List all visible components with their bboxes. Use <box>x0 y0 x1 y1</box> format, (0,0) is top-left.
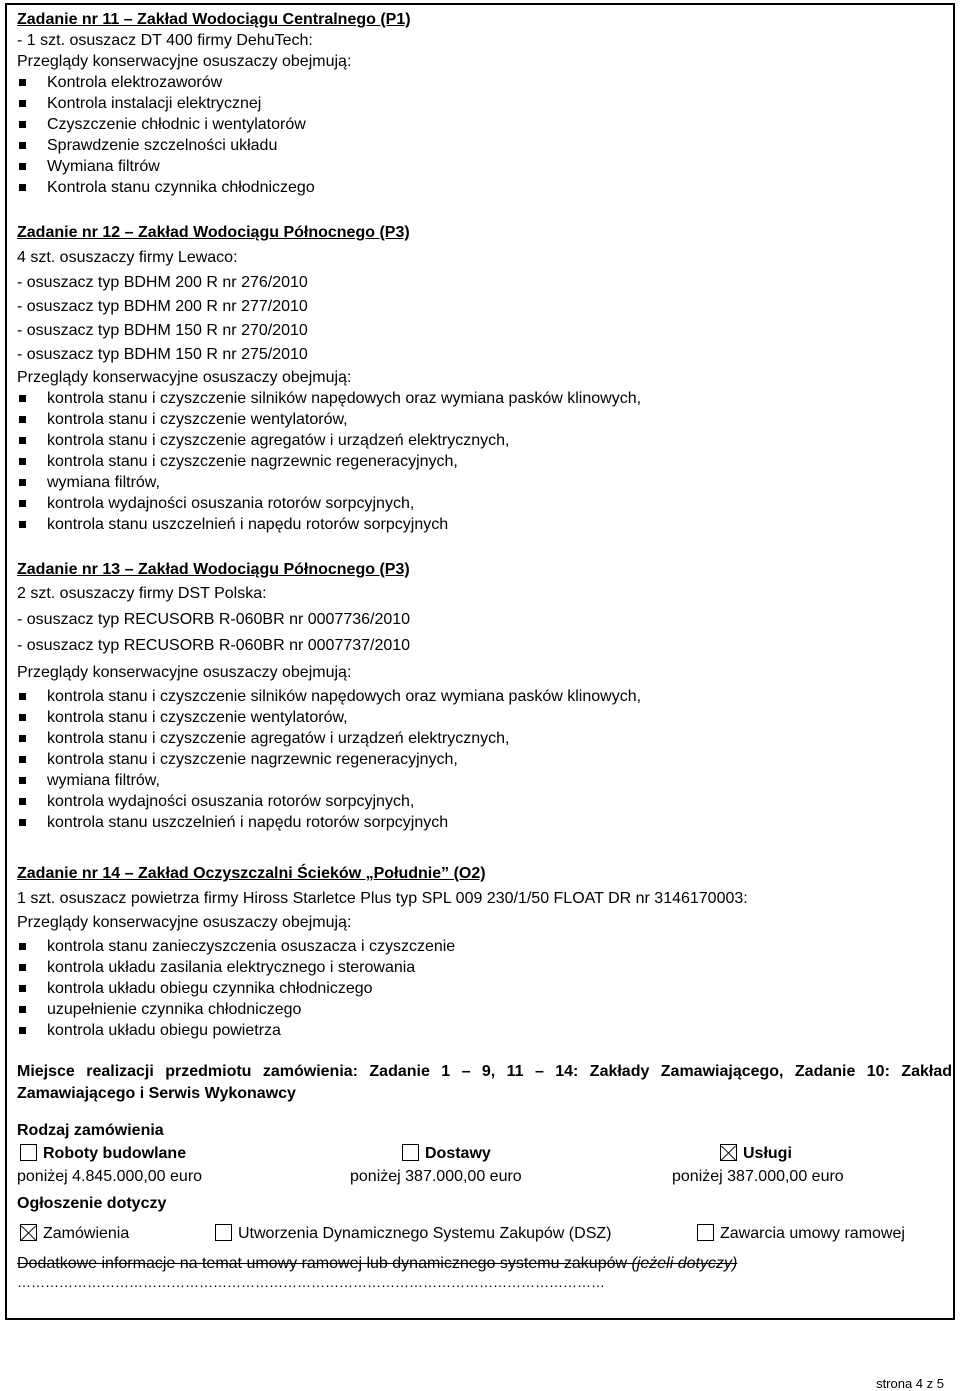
document-content <box>17 5 952 1290</box>
list-item: Czyszczenie chłodnic i wentylatorów <box>17 114 952 135</box>
square-bullet-icon <box>19 437 26 444</box>
list-item: kontrola stanu uszczelnień i napędu rotorów sorpcyjnych <box>17 812 952 833</box>
rodzaj-options <box>17 1142 952 1165</box>
square-bullet-icon <box>19 479 26 486</box>
square-bullet-icon <box>19 1006 26 1013</box>
z13-list <box>17 686 952 833</box>
list-item: kontrola stanu i czyszczenie silników napędowych oraz wymiana pasków klinowych, <box>17 388 952 409</box>
option-roboty[interactable]: Roboty budowlane <box>20 1142 186 1165</box>
document-frame <box>5 3 955 1320</box>
rodzaj-title: Rodzaj zamówienia <box>17 1122 164 1139</box>
square-bullet-icon <box>19 756 26 763</box>
list-item: kontrola układu zasilania elektrycznego i sterowania <box>17 957 952 978</box>
list-item: wymiana filtrów, <box>17 472 952 493</box>
list-item: kontrola stanu i czyszczenie nagrzewnic regeneracyjnych, <box>17 451 952 472</box>
list-item: Sprawdzenie szczelności układu <box>17 135 952 156</box>
z14-intro: Przeglądy konserwacyjne osuszaczy obejmują: <box>17 914 352 931</box>
list-item: uzupełnienie czynnika chłodniczego <box>17 999 952 1020</box>
z11-line1: - 1 szt. osuszacz DT 400 firmy DehuTech: <box>17 32 313 49</box>
checkbox-checked-icon[interactable] <box>720 1144 737 1161</box>
z14-list <box>17 936 952 1041</box>
square-bullet-icon <box>19 777 26 784</box>
z11-list <box>17 72 952 198</box>
limit-uslugi: poniżej 387.000,00 euro <box>672 1168 844 1185</box>
checkbox-empty-icon[interactable] <box>20 1144 37 1161</box>
option-umowa-ramowa[interactable]: Zawarcia umowy ramowej <box>697 1222 905 1245</box>
z14-line1: 1 szt. osuszacz powietrza firmy Hiross Starletce Plus typ SPL 009 230/1/50 FLOAT DR nr 3146170003: <box>17 890 748 907</box>
list-item: Kontrola stanu czynnika chłodniczego <box>17 177 952 198</box>
square-bullet-icon <box>19 184 26 191</box>
limit-dostawy: poniżej 387.000,00 euro <box>350 1168 522 1185</box>
square-bullet-icon <box>19 521 26 528</box>
checkbox-empty-icon[interactable] <box>697 1224 714 1241</box>
list-item: kontrola stanu i czyszczenie agregatów i urządzeń elektrycznych, <box>17 430 952 451</box>
z14-title: Zadanie nr 14 – Zakład Oczyszczalni Ścieków „Południe” (O2) <box>17 865 486 882</box>
z12-device: - osuszacz typ BDHM 200 R nr 276/2010 <box>17 274 308 291</box>
option-dostawy[interactable]: Dostawy <box>402 1142 491 1165</box>
square-bullet-icon <box>19 798 26 805</box>
miejsce-realizacji: Miejsce realizacji przedmiotu zamówienia: Zadanie 1 – 9, 11 – 14: Zakłady Zamawiającego, Zadanie 10: Zakład Zamawiającego i Serwis Wykonawcy <box>17 1063 952 1102</box>
list-item: kontrola stanu i czyszczenie nagrzewnic regeneracyjnych, <box>17 749 952 770</box>
z13-line1: 2 szt. osuszaczy firmy DST Polska: <box>17 585 267 602</box>
z13-device: - osuszacz typ RECUSORB R-060BR nr 0007737/2010 <box>17 637 411 654</box>
square-bullet-icon <box>19 1027 26 1034</box>
z12-line1: 4 szt. osuszaczy firmy Lewaco: <box>17 249 238 266</box>
square-bullet-icon <box>19 819 26 826</box>
z11-intro: Przeglądy konserwacyjne osuszaczy obejmują: <box>17 53 352 70</box>
square-bullet-icon <box>19 163 26 170</box>
z12-title: Zadanie nr 12 – Zakład Wodociągu Północnego (P3) <box>17 224 410 241</box>
z12-device: - osuszacz typ BDHM 150 R nr 270/2010 <box>17 322 308 339</box>
z13-title: Zadanie nr 13 – Zakład Wodociągu Północnego (P3) <box>17 561 410 578</box>
dotted-fill-line: ……………………………………………………………………………………………………………… <box>17 1274 605 1290</box>
list-item: Kontrola elektrozaworów <box>17 72 952 93</box>
square-bullet-icon <box>19 79 26 86</box>
option-dsz[interactable]: Utworzenia Dynamicznego Systemu Zakupów (DSZ) <box>215 1222 611 1245</box>
square-bullet-icon <box>19 416 26 423</box>
square-bullet-icon <box>19 121 26 128</box>
z13-device: - osuszacz typ RECUSORB R-060BR nr 0007736/2010 <box>17 611 411 628</box>
list-item: kontrola wydajności osuszania rotorów sorpcyjnych, <box>17 493 952 514</box>
square-bullet-icon <box>19 693 26 700</box>
ogloszenie-title: Ogłoszenie dotyczy <box>17 1195 167 1212</box>
z12-list <box>17 388 952 535</box>
z12-device: - osuszacz typ BDHM 150 R nr 275/2010 <box>17 346 308 363</box>
square-bullet-icon <box>19 943 26 950</box>
square-bullet-icon <box>19 395 26 402</box>
list-item: kontrola układu obiegu powietrza <box>17 1020 952 1041</box>
list-item: kontrola stanu zanieczyszczenia osuszacza i czyszczenie <box>17 936 952 957</box>
list-item: wymiana filtrów, <box>17 770 952 791</box>
limit-roboty: poniżej 4.845.000,00 euro <box>17 1168 203 1185</box>
list-item: kontrola stanu i czyszczenie wentylatorów, <box>17 707 952 728</box>
list-item: kontrola stanu i czyszczenie wentylatorów, <box>17 409 952 430</box>
dodatkowe-info: Dodatkowe informacje na temat umowy ramowej lub dynamicznego systemu zakupów (jeżeli dotyczy) <box>17 1255 738 1272</box>
square-bullet-icon <box>19 735 26 742</box>
checkbox-empty-icon[interactable] <box>402 1144 419 1161</box>
list-item: kontrola układu obiegu czynnika chłodniczego <box>17 978 952 999</box>
z12-intro: Przeglądy konserwacyjne osuszaczy obejmują: <box>17 369 352 386</box>
list-item: kontrola stanu uszczelnień i napędu rotorów sorpcyjnych <box>17 514 952 535</box>
list-item: kontrola stanu i czyszczenie agregatów i urządzeń elektrycznych, <box>17 728 952 749</box>
square-bullet-icon <box>19 985 26 992</box>
ogloszenie-options <box>17 1222 952 1245</box>
square-bullet-icon <box>19 714 26 721</box>
list-item: Kontrola instalacji elektrycznej <box>17 93 952 114</box>
list-item: Wymiana filtrów <box>17 156 952 177</box>
checkbox-checked-icon[interactable] <box>20 1224 37 1241</box>
square-bullet-icon <box>19 500 26 507</box>
option-zamowienia[interactable]: Zamówienia <box>20 1222 129 1245</box>
list-item: kontrola stanu i czyszczenie silników napędowych oraz wymiana pasków klinowych, <box>17 686 952 707</box>
z12-device: - osuszacz typ BDHM 200 R nr 277/2010 <box>17 298 308 315</box>
square-bullet-icon <box>19 100 26 107</box>
option-uslugi[interactable]: Usługi <box>720 1142 792 1165</box>
square-bullet-icon <box>19 964 26 971</box>
z11-title: Zadanie nr 11 – Zakład Wodociągu Centralnego (P1) <box>17 11 411 28</box>
z13-intro: Przeglądy konserwacyjne osuszaczy obejmują: <box>17 664 352 681</box>
list-item: kontrola wydajności osuszania rotorów sorpcyjnych, <box>17 791 952 812</box>
rodzaj-limits <box>17 1165 952 1188</box>
checkbox-empty-icon[interactable] <box>215 1224 232 1241</box>
square-bullet-icon <box>19 142 26 149</box>
square-bullet-icon <box>19 458 26 465</box>
page-number: strona 4 z 5 <box>876 1376 944 1391</box>
